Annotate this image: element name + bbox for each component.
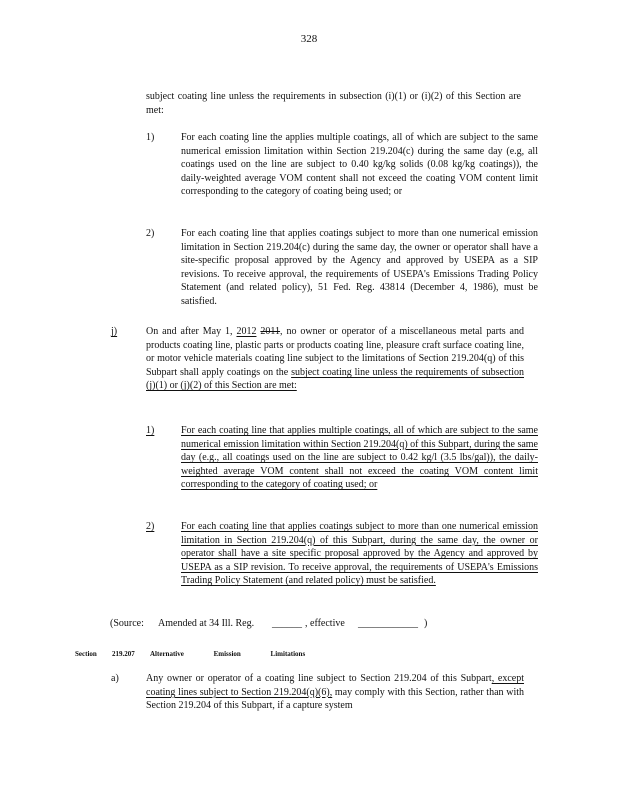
subsection-a-text [146,672,524,713]
subsection-j-label: j) [111,326,118,337]
item-i1-number: 1) [146,132,155,143]
source-blank-date: ____________ [358,618,418,629]
j-underlined-text: subject coating line unless the requirements of subsection (j)(1) or (j)(2) of this Section are met: [146,366,524,392]
a-underlined-text: , except coating lines subject to Section 219.204(q)(6), [146,673,525,698]
page-number: 328 [300,33,318,45]
item-i2-number: 2) [146,228,155,239]
j-new-year: 2012 [236,326,257,337]
j-old-year: 2011 [260,326,281,337]
item-j2-text: For each coating line that applies coatings subject to more than one numerical emission limitation in Section 219.204(q) of this Subpart, during the same day, the owner or operator shall have a site specific proposal approved by the Agency and approved by USEPA as a SIP revision. To receive approval, the requirements of USEPA's Emissions Trading Policy Statement (and related policy) must be satisfied. [181,521,538,587]
source-close: ) [424,618,428,629]
section-number: 219.207 [112,650,135,658]
item-i2-text: For each coating line that applies coatings subject to more than one numerical emission limitation in Section 219.204(c) during the same day, the owner or operator shall have a site-specific proposal approved by the Agency and approved by USEPA as a SIP revisions. To receive approval, the requirements of USEPA's Emissions Trading Policy Statement (and related policy), 51 Fed. Reg. 43814 (December 4, 1986), must be satisfied. [181,228,538,307]
item-j1-number: 1) [146,425,155,436]
j-text-middle: , no owner or operator of a miscellaneous metal parts and products coating line, plastic parts or products coating line, pleasure craft surface coating line, or motor vehicle materials coating line subject to the limitations of Section 219.204(q) of this Subpart shall apply coatings on the [146,326,524,378]
item-j2-number: 2) [146,521,155,532]
source-blank-register: ______ [272,618,302,629]
source-effective: , effective [305,618,345,629]
source-open: (Source: [110,618,144,629]
source-amended: Amended at 34 Ill. Reg. [158,618,255,629]
section-word: Section [75,650,97,658]
item-i1-text: For each coating line the applies multiple coatings, all of which are subject to the same numerical emission limitation within Section 219.204(c) during the same day (e.g, all coatings used on the line are subject to 0.40 kg/kg solids (0.08 kg/kg coatings)), the daily-weighted average VOM content shall not exceed the coating VOM content limit corresponding to the category of coating being used; or [181,132,538,198]
section-title: Alternative Emission Limitations [150,650,306,658]
subsection-i-intro: subject coating line unless the requirements in subsection (i)(1) or (i)(2) of this Section are met: [146,91,521,116]
j-text-start: On and after May 1, [146,326,233,337]
a-text-end: may comply with this Section, rather than with Section 219.204 of this Subpart, if a capture system [146,686,524,712]
a-text-start: Any owner or operator of a coating line subject to Section 219.204 of this Subpart [146,673,492,684]
subsection-j-text [146,325,524,393]
subsection-a-label: a) [111,673,119,684]
item-j1-text: For each coating line that applies multiple coatings, all of which are subject to the same numerical emission limitation within Section 219.204(q) of this Subpart, during the same day (e.g., all coatings used on the line are subject to 0.42 kg/l (3.5 lbs/gal)), the daily-weighted average VOM content shall not exceed the coating VOM content limit corresponding to the category of coating used; or [181,425,538,491]
